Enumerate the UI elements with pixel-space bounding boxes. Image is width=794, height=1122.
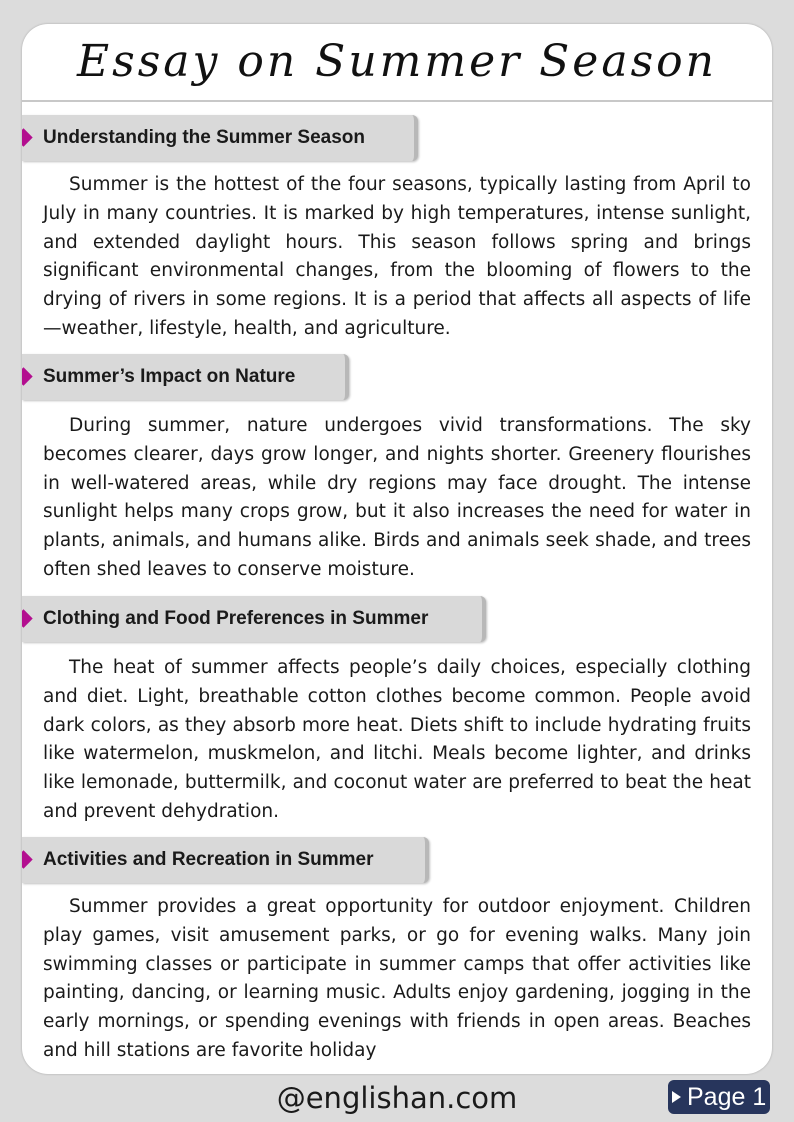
section-paragraph: During summer, nature undergoes vivid transformations. The sky becomes clearer, days grow longer, and nights shorter. Greenery flourishes in well-watered areas, while dry regions may face drought. The intense sunlight helps many crops grow, but it also increases the need for water in plants, animals, and humans alike. Birds and animals seek shade, and trees often shed leaves to conserve moisture. [43,415,751,580]
page-card [22,24,772,1074]
section-heading-tab [22,115,418,161]
section-heading-tab [22,837,429,883]
section-heading: Understanding the Summer Season [43,127,366,148]
diamond-bullet-icon [22,850,33,868]
footer-website: @englishan.com [276,1081,518,1115]
title-bar [22,24,772,102]
section-paragraph: Summer is the hottest of the four seasons, typically lasting from April to July in many countries. It is marked by high temperatures, intense sunlight, and extended daylight hours. This season follows spring and brings significant environmental changes, from the blooming of flowers to the drying of rivers in some regions. It is a period that affects all aspects of life—weather, lifestyle, health, and agriculture. [43,174,751,339]
section-heading: Clothing and Food Preferences in Summer [43,608,429,629]
section-paragraph: The heat of summer affects people’s daily choices, especially clothing and diet. Light, breathable cotton clothes become common. People avoid dark colors, as they absorb more heat. Diets shift to include hydrating fruits like watermelon, muskmelon, and litchi. Meals become lighter, and drinks like lemonade, buttermilk, and coconut water are preferred to beat the heat and prevent dehydration. [43,657,751,822]
section-heading: Activities and Recreation in Summer [43,849,374,870]
diamond-bullet-icon [22,367,33,385]
diamond-bullet-icon [22,609,33,627]
section-heading-tab [22,596,486,642]
page-number-badge [668,1080,770,1114]
section-paragraph: Summer provides a great opportunity for outdoor enjoyment. Children play games, visit amusement parks, or go for evening walks. Many join swimming classes or participate in summer camps that offer activities like painting, dancing, or learning music. Adults enjoy gardening, jogging in the early mornings, or spending evenings with friends in open areas. Beaches and hill stations are favorite holiday [43,896,751,1061]
page-number-label: Page 1 [687,1083,767,1111]
diamond-bullet-icon [22,128,33,146]
section-heading-tab [22,354,349,400]
section-heading: Summer’s Impact on Nature [43,366,296,387]
arrow-right-icon [672,1091,681,1103]
page-title: Essay on Summer Season [77,36,717,87]
